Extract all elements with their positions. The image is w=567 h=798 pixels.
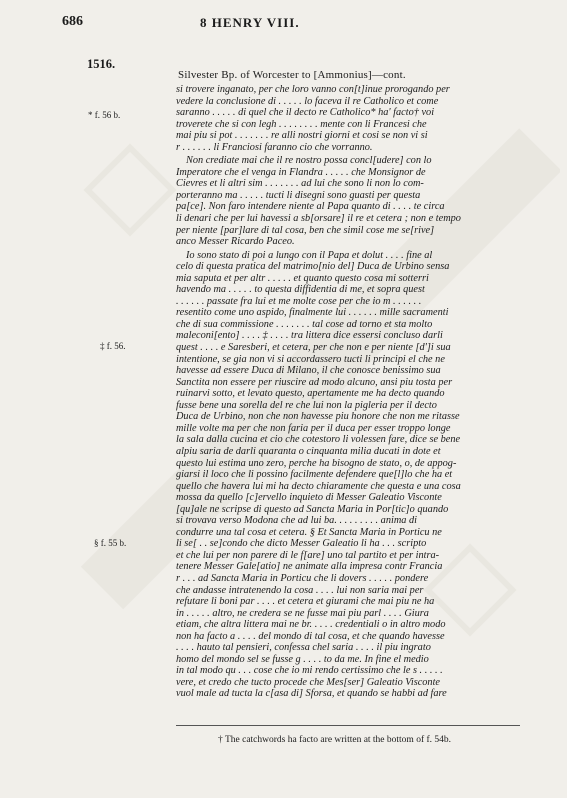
text-line: resentito come uno aspido, finalmente lui . . . . . . mille sacramenti [176,307,449,319]
text-line: Non crediate mai che il re nostro possa concl[udere] con lo [186,155,432,167]
text-line: la sala dalla cucina et cio che cotestoro li volessen fare, dice se bene [176,434,461,446]
text-line: maleconi[ento] . . . . ‡ . . . . tra littera dice essersi concluso darli [176,330,443,342]
text-line: alpiu saria de darli quaranta o cinquanta milia ducati in dote et [176,445,441,457]
letter-body [176,84,520,700]
footnote: † The catchwords ha facto are written at the bottom of f. 54b. [218,735,452,745]
text-line: tenere Messer Gale[atio] ne animate alla impresa contr Francia [176,561,443,573]
text-line: si trovava verso Modona che ad lui ba. . . . . . . . . anima di [176,515,417,527]
text-line: si trovere inganato, per che loro vanno con[t]inue prorogando per [176,84,450,95]
text-line: celo di questa pratica del matrimo[nio del] Duca de Urbino sensa [176,261,450,273]
text-line: Cievres et li altri sim . . . . . . . ad lui che sono li non lo com- [176,178,424,190]
text-line: per niente [par]lare di tal cosa, ben che simil cose me se[rive] [176,224,435,236]
running-title: 8 HENRY VIII. [200,15,300,30]
text-line: vuol male ad tucta la c[asa di] Sforsa, et quando se habbi ad fare [176,688,447,700]
text-line: etiam, che altra littera mai ne br. . . . . credentiali o in altro modo [176,619,446,631]
text-line: vedere la conclusione di . . . . . lo faceva il re Catholico et come [176,95,439,107]
text-line: Sanctita non essere per riuscire ad modo alcuno, ansi piu tosta per [176,376,453,388]
text-line: Io sono stato di poi a lungo con il Papa et dolut . . . . fine al [186,249,433,261]
text-line: mia saputa et per altr . . . . . et quanto questo cosa mi sotterri [176,272,429,284]
text-line: . . . . hauto tal pensieri, confessa chel saria . . . . il piu ingrato [176,642,431,654]
text-line: che di sua commissione . . . . . . . tal cose ad torno et sta molto [176,318,433,330]
text-line: fusse bene una sorella del re che lui non la pigleria per il decto [176,399,437,411]
text-line: mossa da quello [c]ervello inquieto di Messer Galeatio Visconte [176,492,442,504]
text-line: Imperatore che el venga in Flandra . . . . . che Monsignor de [176,166,426,178]
footnote-rule [176,725,520,726]
text-line: li denari che per lui havessi a sb[orsare] il re et cetera ; non e tempo [176,213,461,225]
text-line: li se[ . . se]condo che dicto Messer Galeatio li ha . . . scripto [176,538,427,550]
text-line: ruinarvi sotto, et levato questo, apertamente me ha decto quando [176,388,445,400]
text-line: homo del mondo sel se fusse g . . . . to da me. In fine el medio [176,653,429,665]
text-line: in tal modo qu . . . cose che io mi rendo certissimo che le s . . . . . [176,665,443,677]
text-line: quest . . . . e Saresberi, et cetera, per che non e per niente [d']i sua [176,342,451,354]
text-line: mille volte ma per che non faria per il duca per esser troppo longe [176,422,451,434]
text-line: havendo ma . . . . . to questa diffidentia di me, et sopra quest [176,284,425,296]
text-line: r . . . . . . li Franciosi faranno cio che vorranno. [176,141,373,153]
text-line: troverete che si con legh . . . . . . . . mente con li Francesi che [176,118,427,130]
text-line: che andasse intratenendo la cosa . . . . lui non saria mai per [176,584,424,596]
text-line: giarsi il loco che li possino facilmente defendere que[l]lo che ha et [176,469,453,481]
page-number: 686 [62,14,83,29]
text-line: porteranno ma . . . . . tucti li disegni sono guasti per questa [176,189,421,201]
year-label: 1516. [87,57,116,71]
text-line: vere, et credo che tucto procede che Mes[ser] Galeatio Visconte [176,676,440,688]
page-header [0,14,567,34]
document-title: Silvester Bp. of Worcester to [Ammonius]—cont. [178,69,406,81]
text-line: et che lui per non parere di le f[are] uno tal partito et per intra- [176,549,440,561]
text-line: mai piu si pot . . . . . . . re alli nostri giorni et cosi se non vi si [176,130,428,142]
margin-note: * f. 56 b. [88,110,121,120]
text-line: in . . . . . altro, ne credera se ne fusse mai piu parl . . . . Giura [176,607,429,619]
text-line: questo lui estima uno zero, perche ha bisogno de stato, o, de appog- [176,457,457,469]
text-line: r . . . ad Sancta Maria in Porticu che li dovers . . . . . pondere [176,572,429,584]
text-line: anco Messer Ricardo Paceo. [176,236,295,248]
margin-note: ‡ f. 56. [100,341,126,351]
text-line: saranno . . . . . di quel che il decto re Catholico* ha' facto† voi [176,107,435,119]
text-line: Duca de Urbino, non che non havesse piu honore che non me ritasse [176,411,460,423]
text-line: non ha facto a . . . . del mondo di tal cosa, et che quando havesse [176,630,445,642]
text-line: quello che havera lui mi ha decto chiaramente che questa e una cosa [176,480,461,492]
text-line: intentione, se gia non vi si accordassero tucti li principi el che ne [176,353,445,365]
text-line: havesse ad essere Duca di Milano, il che conosce benissimo sua [176,365,441,377]
text-line: refutare li boni par . . . . et cetera et giurami che mai piu ne ha [176,596,435,608]
margin-note: § f. 55 b. [94,538,127,548]
text-line: pa[ce]. Non faro intendere niente al Papa quanto di . . . . te circa [176,201,445,213]
text-line: [qu]ale ne scripse di questo ad Sancta Maria in Por[tic]o quando [176,503,449,515]
text-line: condurre una tal cosa et cetera. § Et Sancta Maria in Porticu ne [176,526,442,538]
text-line: . . . . . . passate fra lui et me molte cose per che io m . . . . . . [176,295,422,307]
